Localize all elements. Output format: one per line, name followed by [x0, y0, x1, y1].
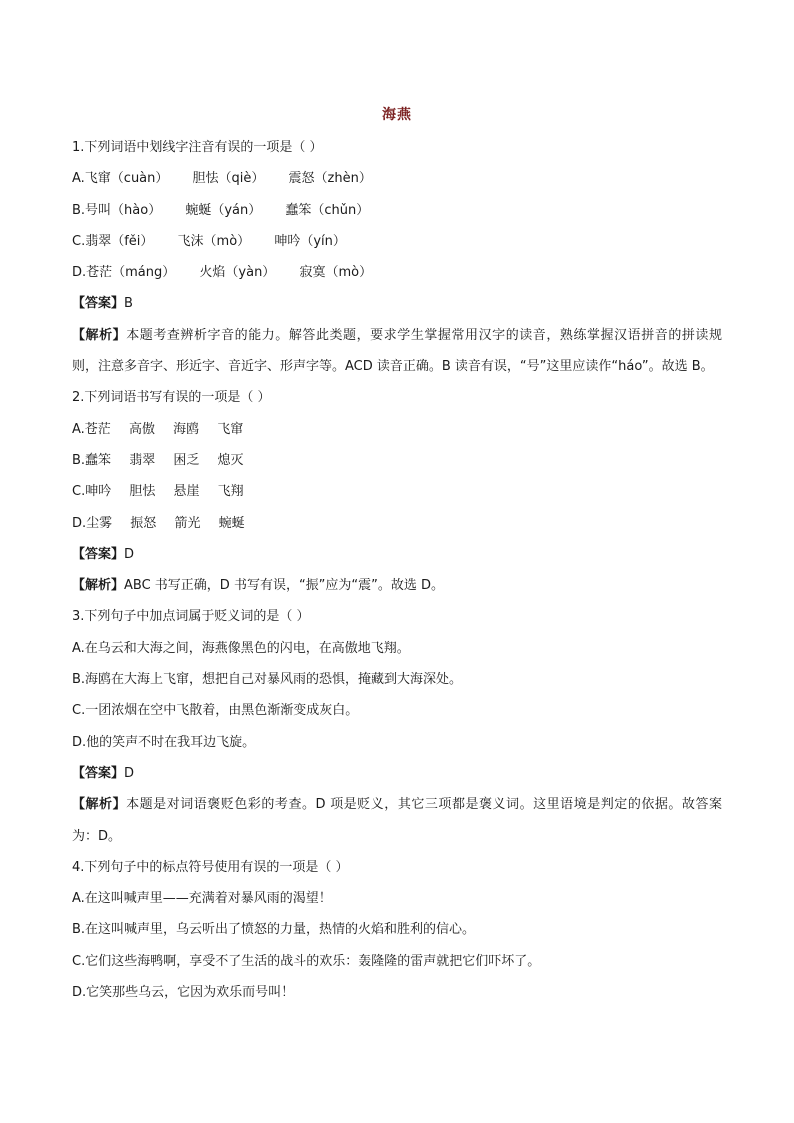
q1-d-3: 寂寞（mò） [299, 265, 373, 281]
q2-option-b [72, 445, 722, 476]
q2-b-3: 困乏 [173, 452, 200, 468]
q1-answer-value: B [124, 296, 133, 312]
q2-option-c [72, 476, 722, 507]
q1-answer [72, 288, 722, 319]
q3-answer [72, 758, 722, 789]
q3-analysis-tag: 【解析】 [72, 797, 127, 813]
q2-d-2: 振怒 [130, 515, 157, 531]
q2-a-1: A.苍茫 [72, 421, 111, 437]
q1-c-3: 呻吟（yín） [274, 233, 346, 249]
q3-answer-value: D [124, 765, 135, 781]
q2-answer [72, 539, 722, 570]
q2-a-3: 海鸥 [173, 421, 200, 437]
document-title: 海燕 [382, 107, 412, 123]
q2-answer-tag: 【答案】 [72, 546, 125, 562]
q2-c-2: 胆怯 [129, 484, 156, 500]
q2-d-4: 蜿蜒 [218, 515, 245, 531]
q1-option-b [72, 195, 722, 226]
q4-option-a: A.在这叫喊声里——充满着对暴风雨的渴望！ [72, 891, 332, 907]
q2-option-d [72, 508, 722, 539]
q3-option-a: A.在乌云和大海之间，海燕像黑色的闪电，在高傲地飞翔。 [72, 640, 410, 656]
q1-a-2: 胆怯（qiè） [192, 171, 265, 187]
q1-b-2: 蜿蜒（yán） [185, 202, 262, 218]
q1-b-3: 蠢笨（chǔn） [285, 202, 370, 218]
q2-b-4: 熄灭 [217, 452, 244, 468]
q1-d-1: D.苍茫（máng） [72, 265, 176, 281]
q3-analysis [72, 789, 722, 852]
q1-c-2: 飞沫（mò） [177, 233, 251, 249]
q2-a-2: 高傲 [128, 421, 155, 437]
document-content [72, 132, 722, 1008]
q1-c-1: C.翡翠（fěi） [72, 233, 154, 249]
q2-c-3: 悬崖 [173, 484, 200, 500]
q1-analysis-tag: 【解析】 [72, 327, 127, 343]
q1-analysis-text: 本题考查辨析字音的能力。解答此类题，要求学生掌握常用汉字的读音，熟练掌握汉语拼音的拼读规则，注意多音字、形近字、音近字、形声字等。ACD 读音正确。B 读音有误，“号”这里应读作“háo”。故选 B。 [72, 327, 722, 375]
q3-option-c: C.一团浓烟在空中飞散着，由黑色渐渐变成灰白。 [72, 703, 359, 719]
q2-analysis-text: ABC 书写正确，D 书写有误，“振”应为“震”。故选 D。 [124, 578, 445, 594]
q3-option-b: B.海鸥在大海上飞窜，想把自己对暴风雨的恐惧，掩藏到大海深处。 [72, 672, 463, 688]
q1-d-2: 火焰（yàn） [199, 265, 276, 281]
q2-a-4: 飞窜 [217, 421, 244, 437]
q3-stem: 3.下列句子中加点词属于贬义词的是（ ） [72, 609, 310, 625]
q3-answer-tag: 【答案】 [72, 765, 125, 781]
q4-option-d: D.它笑那些乌云，它因为欢乐而号叫！ [72, 985, 295, 1001]
q2-d-1: D.尘雾 [72, 515, 113, 531]
q3-option-d: D.他的笑声不时在我耳边飞旋。 [72, 734, 256, 750]
q2-b-2: 翡翠 [129, 452, 156, 468]
q2-b-1: B.蠢笨 [72, 452, 112, 468]
q4-stem: 4.下列句子中的标点符号使用有误的一项是（ ） [72, 859, 349, 875]
q1-a-3: 震怒（zhèn） [288, 171, 372, 187]
q2-option-a [72, 414, 722, 445]
q2-c-1: C.呻吟 [72, 484, 112, 500]
q1-option-c [72, 226, 722, 257]
q2-answer-value: D [124, 546, 135, 562]
q4-option-b: B.在这叫喊声里，乌云听出了愤怒的力量，热情的火焰和胜利的信心。 [72, 922, 476, 938]
q1-a-1: A.飞窜（cuàn） [72, 171, 169, 187]
q1-option-d [72, 257, 722, 288]
q2-d-3: 箭光 [174, 515, 201, 531]
q1-stem: 1.下列词语中划线字注音有误的一项是（ ） [72, 140, 323, 155]
q2-c-4: 飞翔 [217, 484, 244, 500]
q4-option-c: C.它们这些海鸭啊，享受不了生活的战斗的欢乐：轰隆隆的雷声就把它们吓坏了。 [72, 953, 541, 969]
q1-answer-tag: 【答案】 [72, 296, 125, 312]
q2-analysis-tag: 【解析】 [72, 578, 125, 594]
q1-option-a [72, 163, 722, 194]
q1-analysis [72, 320, 722, 383]
q1-b-1: B.号叫（hào） [72, 202, 162, 218]
q3-analysis-text: 本题是对词语褒贬色彩的考查。D 项是贬义，其它三项都是褒义词。这里语境是判定的依据。故答案为：D。 [72, 797, 722, 844]
q2-analysis [72, 570, 722, 601]
q2-stem: 2.下列词语书写有误的一项是（ ） [72, 390, 271, 406]
